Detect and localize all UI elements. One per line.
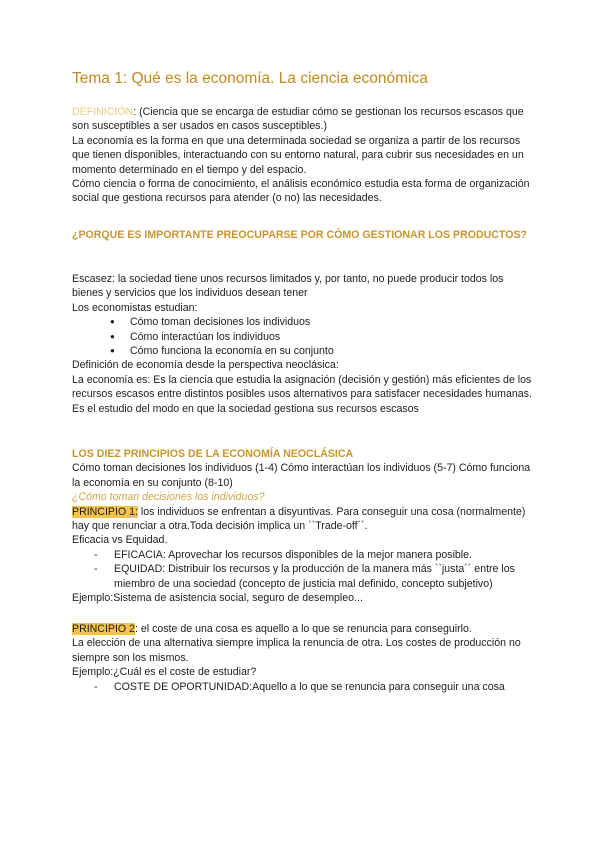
def-neoclasica-label: Definición de economía desde la perspectiva neoclásica: [72, 359, 339, 372]
ejemplo-1: Ejemplo:Sistema de asistencia social, seguro de desempleo... [72, 592, 363, 605]
principle-2-more: La elección de una alternativa siempre implica la renuncia de otra. Los costes de producción no siempre son los mismos. [72, 637, 521, 664]
principle-2-label: PRINCIPIO 2 [72, 623, 135, 635]
list-item: ● Cómo interactúan los individuos [110, 330, 532, 344]
definition-paragraph [72, 105, 532, 134]
definition-p1: La economía es la forma en que una determinada sociedad se organiza a partir de los recursos que tienen disponibles, interactuando con su entorno natural, para cubrir sus necesidades en un momento determinado en el tiempo y del espacio. [72, 134, 524, 176]
section-heading-principles: LOS DIEZ PRINCIPIOS DE LA ECONOMÍA NEOCLÁSICA [72, 448, 354, 460]
section-heading-importance: ¿PORQUE ES IMPORTANTE PREOCUPARSE POR CÓMO GESTIONAR LOS PRODUCTOS? [72, 229, 527, 241]
eficacia-vs-equidad: Eficacia vs Equidad. [72, 534, 168, 547]
principle-2 [72, 622, 532, 636]
economistas-list [72, 315, 532, 358]
section-importance-body [72, 272, 532, 416]
principle-1-text: los individuos se enfrentan a disyuntivas. Para conseguir una cosa (normalmente) hay que renunciar a otra.Toda decisión implica un ``Trade-off´´. [72, 505, 526, 533]
list-item: - EQUIDAD: Distribuir los recursos y la producción de la manera más ``justa´´ entre los miembro de una sociedad (concepto de justicia mal definido, concepto subjetivo) [94, 562, 532, 591]
definition-label: DEFINICIÓN [72, 106, 134, 118]
principle-2-text: : el coste de una cosa es aquello a lo que se renuncia para conseguirlo. [135, 623, 472, 635]
section-principles [72, 447, 532, 605]
ejemplo-2: Ejemplo:¿Cuál es el coste de estudiar? [72, 666, 257, 679]
section-importance [72, 228, 532, 242]
list-item: ● Cómo toman decisiones los individuos [110, 315, 532, 329]
section-principle-2 [72, 622, 532, 694]
definition-text: : (Ciencia que se encarga de estudiar cómo se gestionan los recursos escasos que son susceptibles a ser usados en casos susceptibles.) [72, 106, 524, 133]
definition-block [72, 105, 532, 206]
def-neoclasica-text: La economía es: Es la ciencia que estudia la asignación (decisión y gestión) más eficientes de los recursos escasos entre distintos posibles usos alternativos para satisfacer necesidades humanas. Es el estudio del modo en que la sociedad gestiona sus recursos escasos [72, 373, 532, 415]
principle-1 [72, 505, 532, 534]
list-item: - COSTE DE OPORTUNIDAD:Aquello a lo que se renuncia para conseguir una cosa [94, 680, 532, 694]
principle-1-label: PRINCIPIO 1: [72, 505, 138, 518]
page-title: Tema 1: Qué es la economía. La ciencia económica [72, 70, 428, 87]
economistas-intro: Los economistas estudian: [72, 301, 198, 314]
dash-list-eficacia [72, 548, 532, 591]
dash-list-coste [72, 680, 532, 694]
principle-groups: Cómo toman decisiones los individuos (1-4) Cómo interactúan los individuos (5-7) Cómo funciona la economía en su conjunto (8-10) [72, 462, 531, 489]
definition-p2: Cómo ciencia o forma de conocimiento, el análisis económico estudia esta forma de organización social que gestiona recursos para atender (o no) las necesidades. [72, 178, 530, 205]
subheading-decisions: ¿Cómo toman decisiones los individuos? [72, 491, 265, 504]
escasez-paragraph: Escasez: la sociedad tiene unos recursos limitados y, por tanto, no puede producir todos los bienes y servicios que los individuos desean tener [72, 273, 504, 300]
list-item: ● Cómo funciona la economía en su conjunto [110, 344, 532, 358]
list-item: - EFICACIA: Aprovechar los recursos disponibles de la mejor manera posible. [94, 548, 532, 562]
